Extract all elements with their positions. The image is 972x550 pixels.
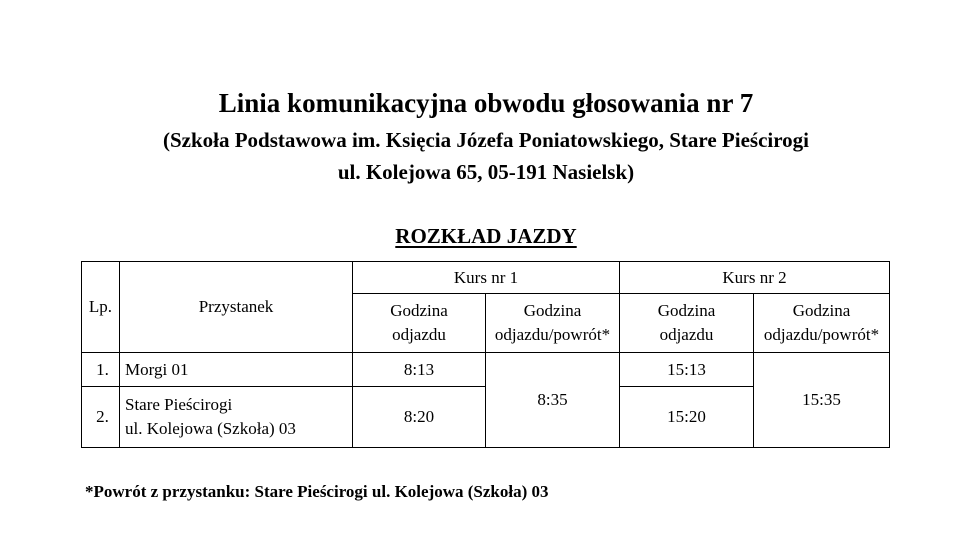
kurs2-departure-time: 15:13 [620,353,754,387]
kurs2-departure-header [620,294,754,353]
footnote: *Powrót z przystanku: Stare Pieścirogi ul. Kolejowa (Szkoła) 03 [85,482,549,501]
row-number: 2. [82,387,120,448]
stop-name [120,387,353,448]
stop-name: Morgi 01 [120,353,353,387]
kurs2-return-time: 15:35 [754,353,890,448]
timetable [81,261,890,448]
kurs1-header: Kurs nr 1 [353,262,620,294]
document-title: Linia komunikacyjna obwodu głosowania nr 7 [218,88,754,118]
row-number: 1. [82,353,120,387]
header-text: Godzina [657,301,716,320]
school-name: (Szkoła Podstawowa im. Księcia Józefa Poniatowskiego, Stare Pieścirogi [162,128,810,152]
header-text: odjazdu/powrót* [494,325,611,344]
section-title: ROZKŁAD JAZDY [395,224,577,248]
header-text: Godzina [390,301,448,320]
header-text: Godzina [523,301,582,320]
kurs2-return-header [754,294,890,353]
kurs2-departure-time: 15:20 [620,387,754,448]
header-text: Godzina [792,301,851,320]
school-address: ul. Kolejowa 65, 05-191 Nasielsk) [337,160,635,184]
lp-header: Lp. [82,262,120,353]
kurs1-departure-time: 8:20 [353,387,486,448]
header-text: odjazdu [659,325,714,344]
kurs1-departure-header [353,294,486,353]
table-row [82,353,890,387]
kurs1-return-header [486,294,620,353]
header-text: odjazdu [392,325,446,344]
header-text: odjazdu/powrót* [763,325,880,344]
stop-name-line: Stare Pieścirogi [125,395,233,414]
stop-name-line: ul. Kolejowa (Szkoła) 03 [125,419,296,438]
table-header-row [82,262,890,294]
stop-header: Przystanek [120,262,353,353]
kurs1-departure-time: 8:13 [353,353,486,387]
kurs2-header: Kurs nr 2 [620,262,890,294]
kurs1-return-time: 8:35 [486,353,620,448]
